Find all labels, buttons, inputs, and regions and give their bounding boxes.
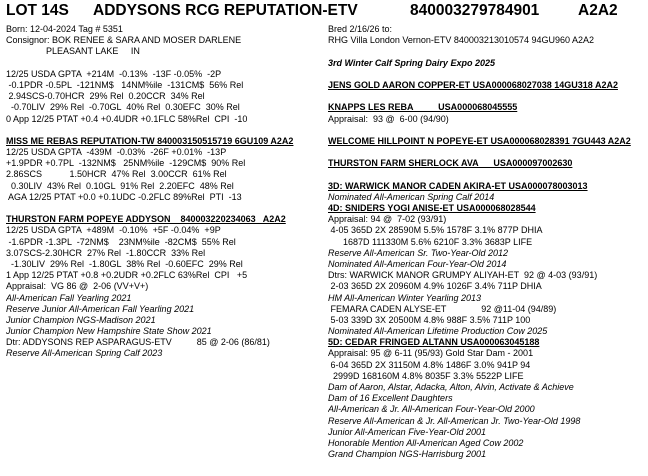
show-record-line: Reserve All-American Sr. Two-Year-Old 2012 [328,247,509,258]
text-line: 3.07SCS-2.30HCR 27% Rel -1.80CCR 33% Rel [6,247,206,258]
text-line: Dtrs: WARWICK MANOR GRUMPY ALIYAH-ET 92 @ 4-03 (93/91) [328,270,598,281]
animal-name: ADDYSONS RCG REPUTATION-ETV [93,2,358,19]
beta-casein-genotype: A2A2 [578,2,618,19]
pedigree-animal-heading: 4D: SNIDERS YOGI ANISE-ET USA000068028544 [328,203,536,213]
show-record-line: Honorable Mention All-American Aged Cow 2002 [328,437,524,448]
line-spacer [328,125,646,136]
text-line: RHG Villa London Vernon-ETV 840003213010574 94GU960 A2A2 [328,35,595,46]
line-spacer [328,91,646,102]
show-record-line: Nominated All-American Four-Year-Old 2014 [328,258,507,269]
lot-number: LOT 14S [6,2,69,19]
text-line: 2999D 168160M 4.8% 8035F 3.3% 5522P LIFE [328,370,524,381]
text-line: 0 App 12/25 PTAT +0.4 +0.4UDR +0.1FLC 58%Rel CPI -10 [6,113,248,124]
text-line: PLEASANT LAKE IN [6,46,140,57]
text-line: 6-04 365D 2X 31150M 4.8% 1486F 3.0% 941P 94 [328,359,531,370]
line-spacer [328,46,646,57]
show-record-line: Dam of Aaron, Alstar, Adacka, Alton, Alvin, Activate & Achieve [328,382,574,392]
show-record-line: Nominated All-American Spring Calf 2014 [328,191,495,202]
text-line: -0.1PDR -0.5PL -121NM$ 14NM%ile -131CM$ 56% Rel [6,79,244,90]
lot-header [0,2,648,22]
text-line: 1687D 111330M 5.6% 6210F 3.3% 3683P LIFE [328,236,533,247]
text-line: 2.94SCS-0.70HCR 29% Rel 0.20CCR 34% Rel [6,91,205,102]
show-record-line: Reserve All-American Spring Calf 2023 [6,348,163,359]
pedigree-animal-heading: THURSTON FARM POPEYE ADDYSON 840003220234063 A2A2 [6,214,286,225]
show-record-line: Dam of 16 Excellent Daughters [328,393,453,404]
text-line: Bred 2/16/26 to: [328,24,393,34]
show-record-line: HM All-American Winter Yearling 2013 [328,292,481,303]
line-spacer [6,58,312,69]
text-line: 1 App 12/25 PTAT +0.8 +0.2UDR +0.2FLC 63%Rel CPI +5 [6,270,248,281]
show-record-line: All-American Fall Yearling 2021 [6,292,132,303]
pedigree-animal-heading: MISS ME REBAS REPUTATION-TW 840003150515719 6GU109 A2A2 [6,135,294,146]
registration-number: 840003279784901 [410,2,540,19]
pedigree-animal-heading: 3D: WARWICK MANOR CADEN AKIRA-ET USA000078003013 [328,180,588,191]
show-record-line: Junior All-American Five-Year-Old 2001 [328,426,487,437]
text-line: +1.9PDR +0.7PL -132NM$ 25NM%ile -129CM$ 90% Rel [6,158,246,169]
text-line: Dtr: ADDYSONS REP ASPARAGUS-ETV 85 @ 2-06 (86/81) [6,337,270,348]
text-line: 2.86SCS 1.50HCR 47% Rel 3.00CCR 61% Rel [6,169,227,180]
text-line: 0.30LIV 43% Rel 0.10GL 91% Rel 2.20EFC 48% Rel [6,180,234,191]
text-line: FEMARA CADEN ALYSE-ET 92 @11-04 (94/89) [328,303,557,314]
text-line: 5-03 339D 3X 20500M 4.8% 988F 3.5% 711P 100 [328,314,531,325]
line-spacer [6,203,312,214]
text-line: Appraisal: 93 @ 6-00 (94/90) [328,113,449,124]
line-spacer [328,69,646,80]
show-record-line: Junior Champion New Hampshire State Show 2021 [6,326,212,337]
text-line: Born: 12-04-2024 Tag # 5351 [6,24,123,34]
show-record-line: Reserve All-American & Jr. All-American Jr. Two-Year-Old 1998 [328,415,581,426]
text-line: 2-03 365D 2X 20960M 4.9% 1026F 3.4% 711P DHIA [328,281,542,292]
pedigree-animal-heading: 5D: CEDAR FRINGED ALTANN USA000063045188 [328,337,540,348]
text-line: -1.30LIV 29% Rel -1.80GL 38% Rel -0.60EFC 29% Rel [6,258,243,269]
text-line: Appraisal: 94 @ 7-02 (93/91) [328,214,447,225]
text-line: AGA 12/25 PTAT +0.0 +0.1UDC -0.2FLC 89%Rel PTI -13 [6,191,242,202]
text-line: -0.70LIV 29% Rel -0.70GL 40% Rel 0.30EFC 30% Rel [6,102,240,113]
pedigree-animal-heading: KNAPPS LES REBA USA000068045555 [328,102,518,113]
line-spacer [328,169,646,180]
show-record-line: Grand Champion NGS-Harrisburg 2001 [328,449,487,460]
pedigree-animal-heading: WELCOME HILLPOINT N POPEYE-ET USA000068028391 7GU443 A2A2 [328,135,631,146]
show-record-line: Nominated All-American Lifetime Production Cow 2025 [328,326,548,337]
show-record-line: 3rd Winter Calf Spring Dairy Expo 2025 [328,57,495,68]
text-line: -1.6PDR -1.3PL -72NM$ 23NM%ile -82CM$ 55% Rel [6,236,236,247]
text-line: Appraisal: 95 @ 6-11 (95/93) Gold Star Dam - 2001 [328,348,534,359]
show-record-line: Reserve Junior All-American Fall Yearling 2021 [6,303,195,314]
show-record-line: Junior Champion NGS-Madison 2021 [6,314,156,325]
text-line: Appraisal: VG 86 @ 2-06 (VV+V+) [6,281,149,292]
text-line: 12/25 USDA GPTA +214M -0.13% -13F -0.05% -2P [6,68,222,79]
text-line: Consignor: BOK RENEE & SARA AND MOSER DARLENE [6,35,242,46]
pedigree-left-column [6,24,312,360]
pedigree-animal-heading: JENS GOLD AARON COPPER-ET USA000068027038 14GU318 A2A2 [328,79,618,90]
pedigree-animal-heading: THURSTON FARM SHERLOCK AVA USA000097002630 [328,158,573,169]
line-spacer [6,125,312,136]
show-record-line: All-American & Jr. All-American Four-Year-Old 2000 [328,404,535,415]
text-line: 12/25 USDA GPTA +489M -0.10% +5F -0.04% +9P [6,225,221,236]
text-line: 4-05 365D 2X 28590M 5.5% 1578F 3.1% 877P DHIA [328,225,543,236]
line-spacer [328,147,646,158]
pedigree-right-column [328,24,646,460]
text-line: 12/25 USDA GPTA -439M -0.03% -26F +0.01% -13P [6,147,227,158]
